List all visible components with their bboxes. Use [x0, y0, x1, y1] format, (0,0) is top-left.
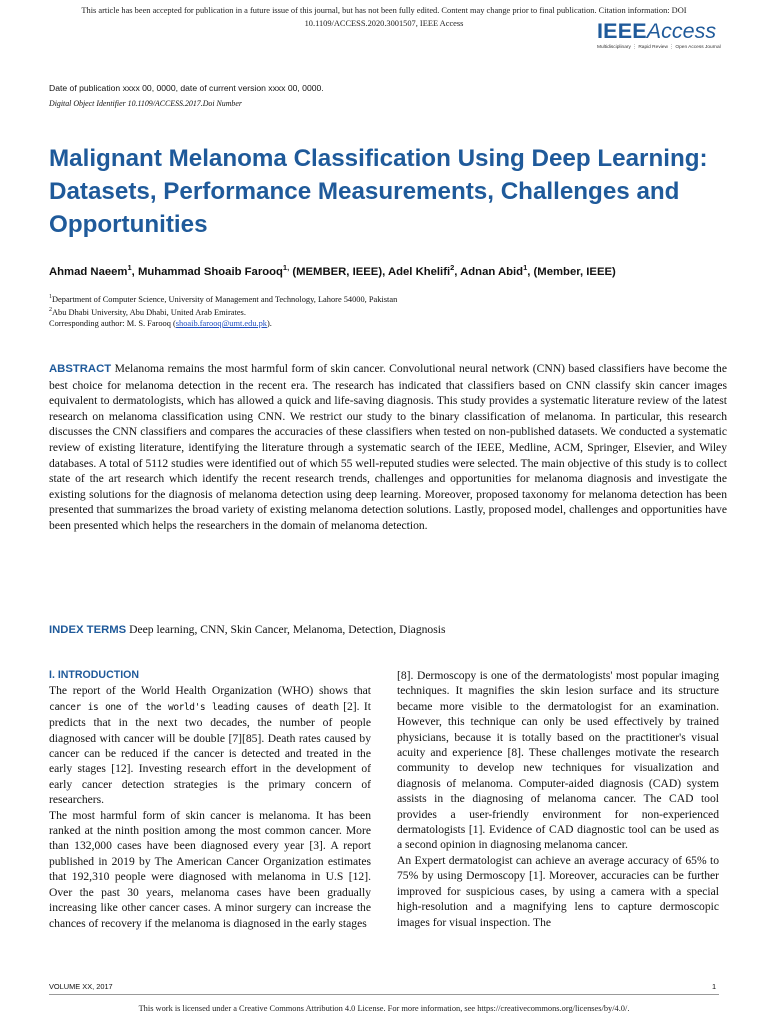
ieee-access-logo — [597, 18, 747, 58]
notice-line-1: This article has been accepted for publication in a future issue of this journal, but has not been fully edited. Content may change prior to final publication. Citation information: DOI — [81, 6, 687, 15]
logo-tagline: Multidisciplinary ⋮ Rapid Review ⋮ Open Access Journal — [597, 45, 721, 50]
author-1: Ahmad Naeem — [49, 265, 128, 278]
index-terms-label: INDEX TERMS — [49, 624, 127, 636]
footer-volume: VOLUME XX, 2017 — [49, 982, 113, 991]
author-2-role: (MEMBER, IEEE) — [292, 265, 383, 278]
paper-title: Malignant Melanoma Classification Using Deep Learning: Datasets, Performance Measurements, Challenges and Opportunities — [49, 145, 708, 238]
logo-access-text: Access — [646, 19, 717, 43]
publication-date: Date of publication xxxx 00, 0000, date of current version xxxx 00, 0000. — [49, 83, 324, 93]
author-4-role: (Member, IEEE) — [533, 265, 616, 278]
abstract — [49, 361, 727, 534]
logo-ieee-text: IEEE — [597, 19, 647, 43]
author-3: Adel Khelifi — [387, 265, 451, 278]
affiliations — [49, 292, 729, 329]
index-terms — [49, 622, 727, 638]
author-2: Muhammad Shoaib Farooq — [137, 265, 283, 278]
body-column-left — [49, 668, 371, 931]
footer-divider — [49, 994, 719, 995]
author-4: Adnan Abid — [460, 265, 524, 278]
corresponding-author: Corresponding author: M. S. Farooq (shoaib.farooq@umt.edu.pk). — [49, 319, 272, 329]
notice-line-2: 10.1109/ACCESS.2020.3001507, IEEE Access — [304, 19, 464, 28]
abstract-label: ABSTRACT — [49, 363, 112, 375]
corresponding-email-link[interactable]: shoaib.farooq@umt.edu.pk — [175, 319, 267, 329]
abstract-text: Melanoma remains the most harmful form of skin cancer. Convolutional neural network (CNN) based classifiers have become the best choice for melanoma detection in the recent era. The research has indicated that classifiers based on CNN classify skin cancer images equivalent to dermatologists, which has allowed a quick and life-saving diagnosis. This study provides a systematic literature review of the latest research on melanoma classification using CNN. We restrict our study to the binary classification of melanoma. In particular, this research discusses the CNN classifiers and compares the accuracies of these classifiers when tested on non-published datasets. We conducted a systematic review of existing literature, identifying the literature through a systematic search of the IEEE, Medline, ACM, Springer, Elsevier, and Wiley databases. A total of 5112 studies were identified out of which 55 well-reputed studies were selected. The main objective of this study is to collect state of the art research which identify the recent research trends, challenges and opportunities for melanoma diagnosis and investigate the existing solutions for the diagnosis of melanoma detection using deep learning. Moreover, proposed taxonomy for melanoma detection has been presented that summarizes the broad variety of existing melanoma detection solutions. Lastly, proposed model, challenges and opportunities have been presented which helps the researchers in the domain of melanoma detection. — [49, 362, 727, 532]
footer-license: This work is licensed under a Creative Commons Attribution 4.0 License. For more information, see https://creativecommons.org/licenses/by/4.0/. — [138, 1004, 630, 1013]
paragraph: The most harmful form of skin cancer is melanoma. It has been ranked at the ninth position among the most common cancer. More than 132,000 cases have been diagnosed every year [3]. A report published in 2019 by The American Cancer Organization estimates that 192,310 people were diagnosed with melanoma in U.S [12]. Over the past 30 years, melanoma cases have been gradually increasing like other cancer cases. A minor surgery can increase the chances of recovery if the melanoma is diagnosed in the early stages — [49, 808, 371, 930]
affiliation-2: $^2$Abu Dhabi University, Abu Dhabi, United Arab Emirates. — [49, 307, 246, 317]
author-list: Ahmad Naeem$^1$, Muhammad Shoaib Farooq$^{1,}$ (MEMBER, IEEE), Adel Khelifi$^2$, Adnan Abid$^1$, (Member, IEEE) — [49, 263, 616, 278]
paragraph: An Expert dermatologist can achieve an average accuracy of 65% to 75% by using Dermoscopy [1]. Moreover, accuracies can be further improved for suspicious cases, by using a camera with a special high-resolution and a magnifying lens to capture dermoscopic images for visual inspection. The — [397, 853, 719, 929]
paragraph: [8]. Dermoscopy is one of the dermatologists' most popular imaging techniques. It magnifies the skin lesion surface and its structure became more visible to the dermatologist for an examination. However, this technique can only be used effectively by trained physicians, because it is totally based on the practitioner's visual acuity and experience [8]. These challenges motivate the research community to develop new techniques for visualization and diagnosis of melanoma. Computer-aided diagnosis (CAD) system assists in the diagnosing of melanoma cancer. The CAD tool provides a user-friendly environment for non-experienced dermatologists [1]. Evidence of CAD diagnostic tool can be used as a second opinion in diagnosing melanoma cancer. — [397, 669, 719, 852]
index-terms-text: Deep learning, CNN, Skin Cancer, Melanoma, Detection, Diagnosis — [129, 623, 446, 636]
affiliation-1: $^1$Department of Computer Science, University of Management and Technology, Lahore 54000, Pakistan — [49, 294, 398, 304]
footer-page-number: 1 — [712, 982, 717, 991]
monospace-phrase: cancer is one of the world's leading causes of death — [49, 701, 339, 713]
doi-line: Digital Object Identifier 10.1109/ACCESS.2017.Doi Number — [49, 99, 242, 108]
body-column-right — [397, 668, 719, 930]
paragraph: The report of the World Health Organization (WHO) shows that cancer is one of the world's leading causes of death [2]. It predicts that in the next two decades, the number of people diagnosed with cancer will be double [7][85]. Death rates caused by cancer can be reduced if the cancer is detected and treated in the early stages [12]. Investing research effort in the development of early cancer detection strategies is the primary concern of researchers. — [49, 684, 371, 807]
section-heading-introduction: I. INTRODUCTION — [49, 669, 140, 681]
